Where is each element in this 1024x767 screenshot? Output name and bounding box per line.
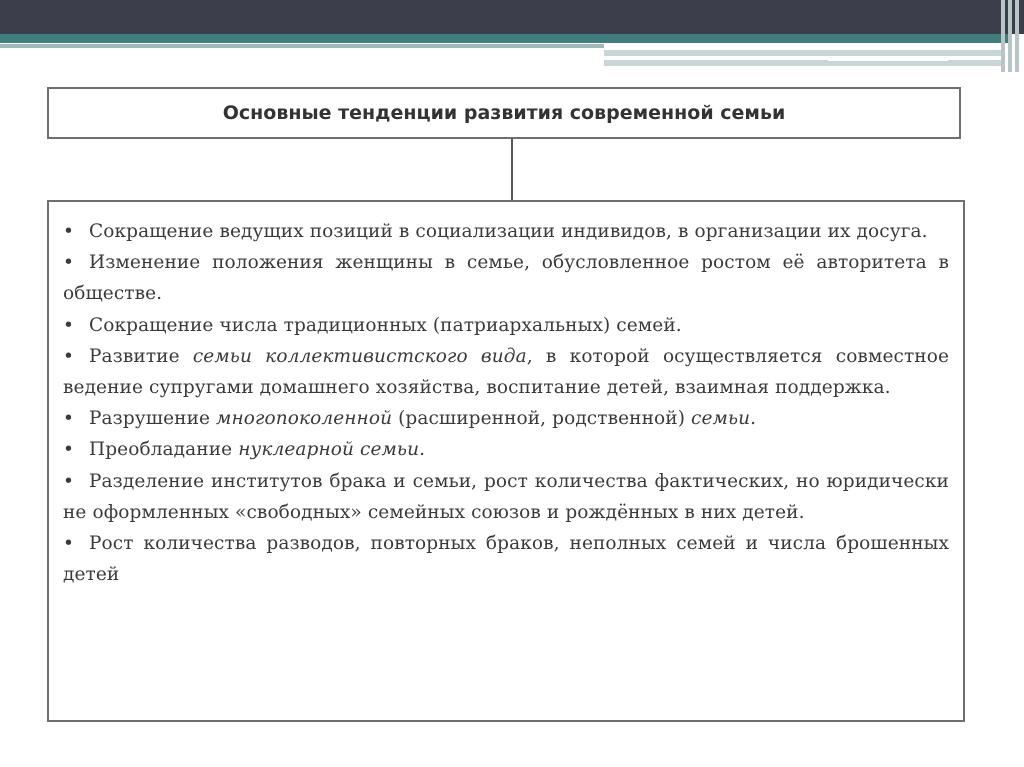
header-teal-band bbox=[0, 34, 1010, 43]
item-text: (расширенной, родственной) bbox=[392, 408, 691, 430]
bullet-icon: • bbox=[63, 314, 75, 336]
header-light-stripe bbox=[604, 50, 1004, 56]
bullet-icon: • bbox=[63, 533, 75, 555]
trend-list bbox=[63, 216, 949, 590]
item-text: Рост количества разводов, повторных браков, неполных семей и числа брошенных детей bbox=[63, 533, 949, 586]
connector-line bbox=[511, 139, 513, 200]
trend-item bbox=[63, 247, 949, 309]
item-text: Развитие bbox=[89, 345, 193, 367]
item-text: , в которой осуществляется совместное ведение супругами домашнего хозяйства, воспитание детей, взаимная поддержка. bbox=[63, 345, 949, 399]
content-box bbox=[47, 200, 965, 722]
bullet-icon: • bbox=[63, 252, 75, 274]
bullet-icon: • bbox=[63, 221, 75, 242]
trend-item bbox=[63, 310, 949, 341]
bullet-icon: • bbox=[63, 408, 75, 430]
emphasized-term: семьи коллективистского вида bbox=[192, 345, 527, 367]
header-stripe-gap bbox=[828, 58, 948, 61]
header-vertical-bar bbox=[1008, 0, 1012, 72]
item-text: Изменение положения женщины в семье, обусловленное ростом её авторитета в обществе. bbox=[63, 252, 949, 305]
item-text: Разрушение bbox=[89, 408, 217, 430]
trend-item bbox=[63, 434, 949, 465]
item-text: Преобладание bbox=[89, 439, 239, 461]
diagram-title: Основные тенденции развития современной семьи bbox=[222, 102, 786, 124]
trend-item bbox=[63, 466, 949, 528]
emphasized-term: семьи. bbox=[691, 408, 757, 430]
header-vertical-bar bbox=[1015, 0, 1019, 72]
bullet-icon: • bbox=[63, 345, 75, 367]
trend-item bbox=[63, 341, 949, 403]
bullet-icon: • bbox=[63, 470, 75, 492]
item-text: Сокращение ведущих позиций в социализации индивидов, в организации их досуга. bbox=[89, 221, 928, 242]
trend-item bbox=[63, 528, 949, 590]
trend-item bbox=[63, 216, 949, 247]
bullet-icon: • bbox=[63, 439, 75, 461]
header-dark-band bbox=[0, 0, 1024, 34]
header-accent-line bbox=[0, 44, 604, 48]
trend-item bbox=[63, 403, 949, 434]
emphasized-term: многопоколенной bbox=[216, 408, 393, 430]
header-vertical-bar bbox=[1001, 0, 1005, 72]
item-text: Разделение институтов брака и семьи, рост количества фактических, но юридически не оформленных «свободных» семейных союзов и рождённых в них детей. bbox=[63, 470, 949, 523]
item-text: Сокращение числа традиционных (патриархальных) семей. bbox=[89, 314, 682, 336]
title-box bbox=[47, 87, 961, 139]
emphasized-term: нуклеарной семьи. bbox=[238, 439, 426, 461]
